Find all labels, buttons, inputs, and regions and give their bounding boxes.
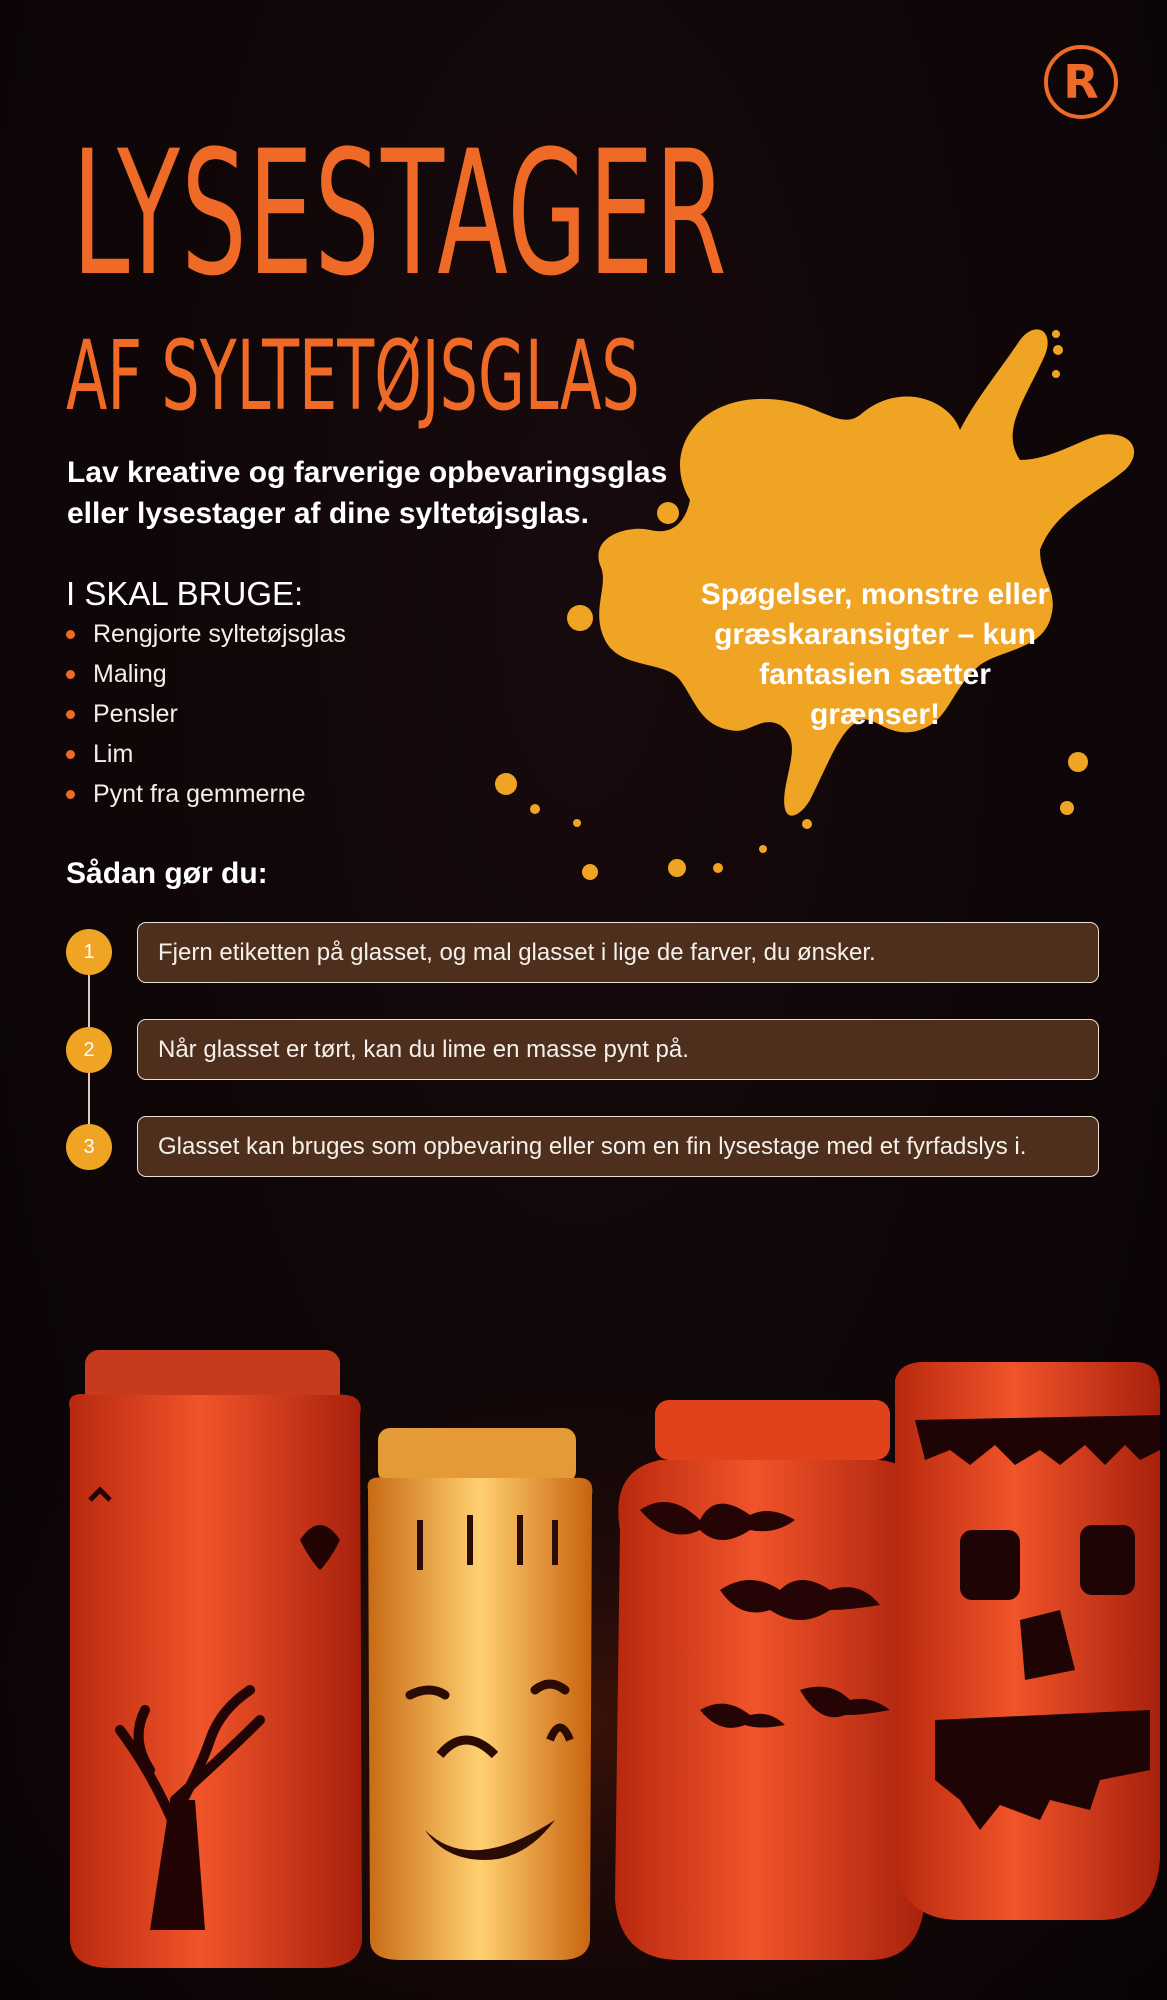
- step-box: Fjern etiketten på glasset, og mal glasset i lige de farver, du ønsker.: [137, 922, 1099, 983]
- jar-bats: [615, 1400, 925, 1960]
- step-number: 3: [66, 1124, 112, 1170]
- list-item: Pensler: [66, 694, 346, 734]
- jar-monster: [895, 1362, 1160, 1920]
- step-number: 1: [66, 929, 112, 975]
- intro-text: Lav kreative og farverige opbevaringsglas eller lysestager af dine syltetøjsglas.: [67, 456, 668, 530]
- page-subtitle: AF SYLTETØJSGLAS: [66, 320, 640, 432]
- splash-text: Spøgelser, monstre eller græskaransigter – kun fantasien sætter grænser!: [700, 578, 1050, 731]
- materials-list: [66, 614, 346, 814]
- materials-heading: I SKAL BRUGE:: [66, 575, 304, 612]
- page-title: LYSESTAGER: [72, 113, 728, 314]
- steps-heading: Sådan gør du:: [66, 857, 268, 890]
- jar-face-yellow: [368, 1428, 593, 1960]
- list-item: Rengjorte syltetøjsglas: [66, 614, 346, 654]
- step-box: Glasset kan bruges som opbevaring eller som en fin lysestage med et fyrfadslys i.: [137, 1116, 1099, 1177]
- list-item: Maling: [66, 654, 346, 694]
- list-item: Lim: [66, 734, 346, 774]
- brand-logo-icon: [1044, 45, 1118, 119]
- step-box: Når glasset er tørt, kan du lime en masse pynt på.: [137, 1019, 1099, 1080]
- brand-logo-letter: R: [1063, 55, 1099, 109]
- lantern-jars-photo: [0, 1300, 1167, 2000]
- list-item: Pynt fra gemmerne: [66, 774, 346, 814]
- step-number: 2: [66, 1027, 112, 1073]
- jar-tree: [69, 1350, 362, 1968]
